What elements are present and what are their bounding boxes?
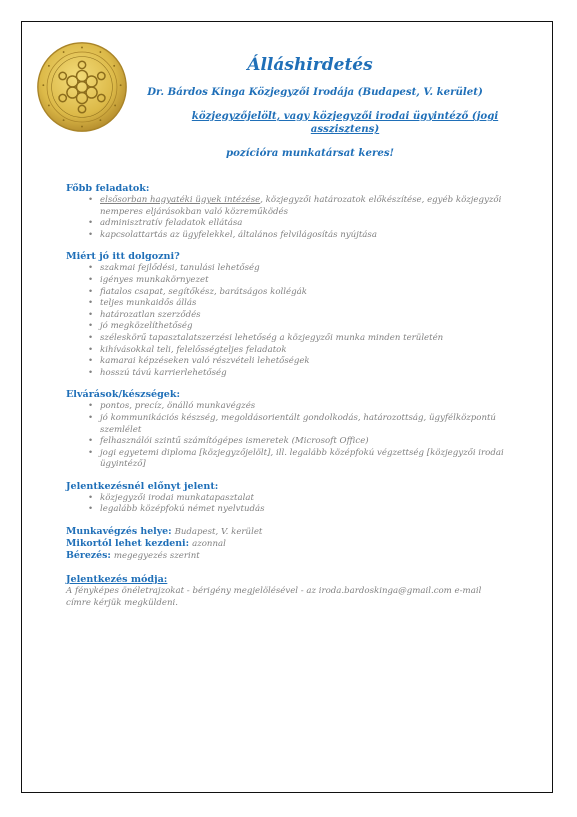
duty-item: [100, 230, 506, 242]
why-item: • kihívásokkal teli, felelősségteljes feladatok: [100, 345, 506, 357]
requirements-list: [66, 401, 506, 471]
duties-section: [66, 183, 506, 241]
duty-item-text: kapcsolattartás az ügyfelekkel, általános felvilágosítás nyújtása: [100, 229, 377, 240]
advantages-list: [66, 493, 506, 516]
why-item: • teljes munkaidős állás: [100, 298, 506, 310]
why-item: • igényes munkakörnyezet: [100, 275, 506, 287]
duty-item-text: , közjegyzői határozatok előkészítése, egyéb közjegyzői nemperes eljárásokban való közreműködés: [100, 195, 502, 217]
apply-text: A fényképes önéletrajzokat - bérigény megjelölésével - az iroda.bardoskinga@gmail.com e-mail címre kérjük megküldeni.: [66, 586, 482, 608]
location-line: [66, 526, 506, 538]
why-item: • hosszú távú karrierlehetőség: [100, 368, 506, 380]
duties-heading: Főbb feladatok:: [66, 183, 150, 194]
requirement-item: • jogi egyetemi diploma [közjegyzőjelölt], ill. legalább középfokú végzettség [közjegyzői irodai ügyintéző]: [100, 448, 506, 471]
main-content: [66, 183, 506, 609]
notary-seal-icon: [36, 41, 128, 133]
salary-label: Bérezés:: [66, 550, 111, 562]
advantage-item: • közjegyzői irodai munkatapasztalat: [100, 493, 506, 505]
requirement-item: • pontos, precíz, önálló munkavégzés: [100, 401, 506, 413]
why-item: • jó megközelíthetőség: [100, 321, 506, 333]
requirements-heading: Elvárások/készségek:: [66, 389, 181, 401]
start-label: Mikortól lehet kezdeni:: [66, 538, 190, 550]
duties-list: [66, 195, 506, 241]
why-item: • széleskörű tapasztalatszerzési lehetőség a közjegyzői munka minden területén: [100, 333, 506, 345]
apply-heading: Jelentkezés módja:: [66, 574, 168, 586]
seeking-text: pozícióra munkatársat keres!: [225, 147, 395, 159]
requirements-section: [66, 389, 506, 471]
job-info: [66, 526, 506, 562]
duty-item-underlined: elsősorban hagyatéki ügyek intézése: [100, 195, 261, 205]
office-name: Dr. Bárdos Kinga Közjegyzői Irodája (Budapest, V. kerület): [147, 86, 483, 98]
duty-item: [100, 218, 506, 230]
why-heading: Miért jó itt dolgozni?: [66, 251, 180, 263]
why-item: • fiatalos csapat, segítőkész, barátságos kollégák: [100, 287, 506, 299]
salary-value: megegyezés szerint: [113, 551, 200, 562]
advantage-item: • legalább középfokú német nyelvtudás: [100, 504, 506, 516]
start-line: [66, 538, 506, 550]
why-item: • kamarai képzéseken való részvételi lehetőségek: [100, 356, 506, 368]
why-list: [66, 263, 506, 379]
duty-item-text: adminisztratív feladatok ellátása: [100, 218, 243, 229]
start-value: azonnal: [192, 539, 226, 550]
location-label: Munkavégzés helye:: [66, 526, 172, 538]
advantages-heading: Jelentkezésnél előnyt jelent:: [66, 480, 219, 492]
why-item: • határozatlan szerződés: [100, 310, 506, 322]
salary-line: [66, 550, 506, 562]
requirement-item: • felhasználói szintű számítógépes ismeretek (Microsoft Office): [100, 436, 506, 448]
why-item: • szakmai fejlődési, tanulási lehetőség: [100, 263, 506, 275]
why-section: [66, 251, 506, 379]
advantages-section: [66, 481, 506, 516]
page-title: Álláshirdetés: [247, 55, 373, 75]
position-title: közjegyzőjelölt, vagy közjegyzői irodai ügyintéző (jogi asszisztens): [191, 110, 499, 135]
duty-item: [100, 195, 506, 218]
requirement-item: • jó kommunikációs készség, megoldásorientált gondolkodás, határozottság, ügyfélközpontú szemlélet: [100, 413, 506, 436]
location-value: Budapest, V. kerület: [174, 527, 263, 538]
